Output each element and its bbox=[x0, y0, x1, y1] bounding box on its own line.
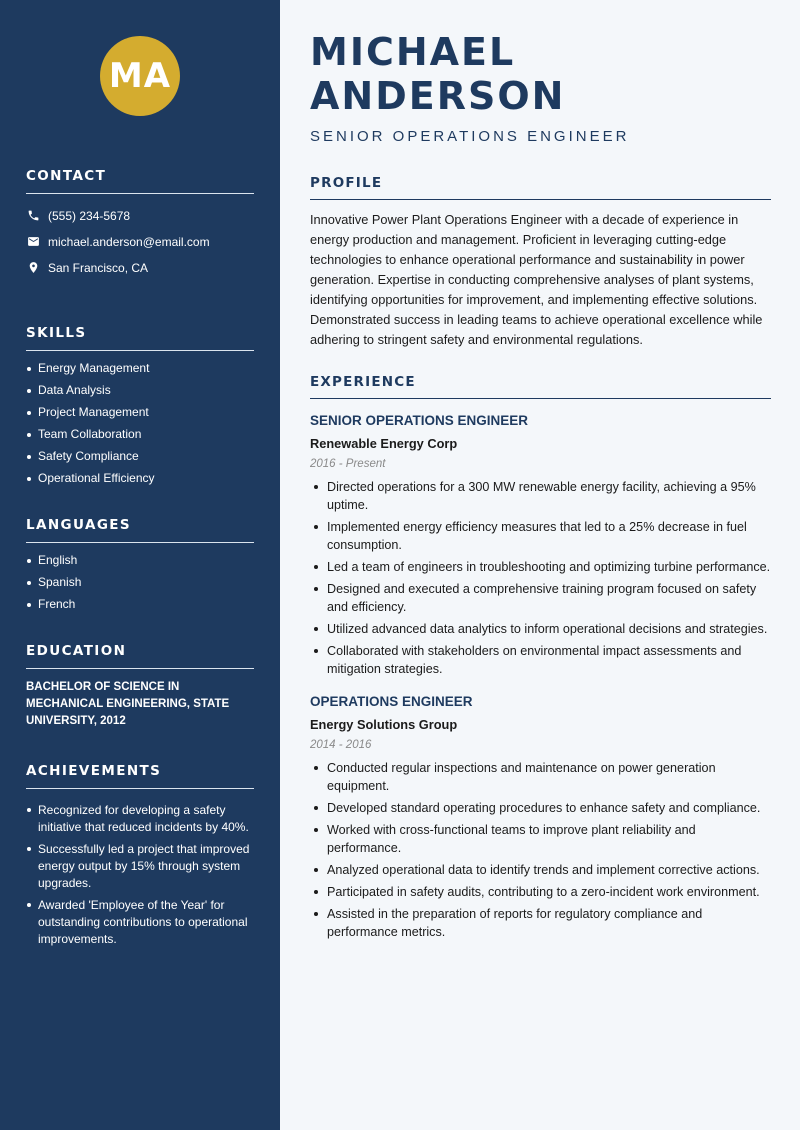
skill-item: Energy Management bbox=[26, 361, 254, 376]
phone-icon bbox=[26, 209, 40, 223]
skill-item: Team Collaboration bbox=[26, 427, 254, 442]
job-bullet: Assisted in the preparation of reports for regulatory compliance and performance metrics. bbox=[310, 905, 771, 941]
job-entry bbox=[310, 694, 771, 941]
profile-title: PROFILE bbox=[310, 175, 771, 200]
achievements-title: ACHIEVEMENTS bbox=[26, 763, 254, 789]
location-text: San Francisco, CA bbox=[48, 260, 149, 275]
achievements-list bbox=[26, 789, 254, 948]
language-item: English bbox=[26, 553, 254, 568]
profile-section bbox=[310, 175, 771, 350]
experience-title: EXPERIENCE bbox=[310, 374, 771, 399]
education-title: EDUCATION bbox=[26, 643, 254, 669]
candidate-role: SENIOR OPERATIONS ENGINEER bbox=[310, 128, 630, 145]
location-pin-icon bbox=[26, 261, 40, 275]
education-section bbox=[26, 643, 254, 730]
contact-section bbox=[26, 168, 254, 275]
job-bullet: Implemented energy efficiency measures that led to a 25% decrease in fuel consumption. bbox=[310, 518, 771, 554]
mail-icon bbox=[26, 235, 40, 249]
education-degree: BACHELOR OF SCIENCE IN MECHANICAL ENGINEERING, STATE UNIVERSITY, 2012 bbox=[26, 681, 230, 727]
language-item: French bbox=[26, 597, 254, 612]
job-company: Renewable Energy Corp bbox=[310, 436, 458, 451]
experience-section bbox=[310, 374, 771, 941]
languages-section bbox=[26, 517, 254, 612]
job-bullet: Conducted regular inspections and maintenance on power generation equipment. bbox=[310, 759, 771, 795]
skill-item: Data Analysis bbox=[26, 383, 254, 398]
job-entry bbox=[310, 413, 771, 678]
skill-item: Project Management bbox=[26, 405, 254, 420]
job-bullet: Worked with cross-functional teams to improve plant reliability and performance. bbox=[310, 821, 771, 857]
sidebar bbox=[0, 0, 280, 1130]
job-bullet: Directed operations for a 300 MW renewable energy facility, achieving a 95% uptime. bbox=[310, 478, 771, 514]
skills-section bbox=[26, 325, 254, 486]
job-bullet: Collaborated with stakeholders on environmental impact assessments and mitigation strategies. bbox=[310, 642, 771, 678]
contact-location bbox=[26, 260, 254, 275]
skill-item: Safety Compliance bbox=[26, 449, 254, 464]
phone-text[interactable]: (555) 234-5678 bbox=[48, 208, 131, 223]
job-company: Energy Solutions Group bbox=[310, 717, 458, 732]
job-bullet: Developed standard operating procedures to enhance safety and compliance. bbox=[310, 799, 771, 817]
contact-title: CONTACT bbox=[26, 168, 254, 194]
job-bullet: Led a team of engineers in troubleshooting and optimizing turbine performance. bbox=[310, 558, 771, 576]
achievement-item: Awarded 'Employee of the Year' for outstanding contributions to operational improvements. bbox=[26, 897, 254, 948]
job-bullet: Participated in safety audits, contributing to a zero-incident work environment. bbox=[310, 883, 771, 901]
language-item: Spanish bbox=[26, 575, 254, 590]
job-bullet: Utilized advanced data analytics to inform operational decisions and strategies. bbox=[310, 620, 771, 638]
skills-list bbox=[26, 351, 254, 486]
languages-title: LANGUAGES bbox=[26, 517, 254, 543]
job-bullet: Designed and executed a comprehensive training program focused on safety and efficiency. bbox=[310, 580, 771, 616]
job-title: SENIOR OPERATIONS ENGINEER bbox=[310, 413, 529, 428]
candidate-name: MICHAEL ANDERSON bbox=[310, 30, 566, 118]
profile-text: Innovative Power Plant Operations Engineer with a decade of experience in energy production and management. Proficient in leveraging cutting-edge technologies to enhance operational performance and sustainability in power generation. Expertise in conducting comprehensive analyses of plant systems, identifying opportunities for improvement, and implementing effective solutions. Demonstrated success in leading teams to achieve operational excellence while adhering to stringent safety and environmental regulations. bbox=[310, 212, 763, 347]
main-content bbox=[280, 0, 800, 1130]
skill-item: Operational Efficiency bbox=[26, 471, 254, 486]
email-text[interactable]: michael.anderson@email.com bbox=[48, 234, 210, 249]
achievement-item: Recognized for developing a safety initiative that reduced incidents by 40%. bbox=[26, 802, 254, 836]
job-bullets bbox=[310, 759, 771, 941]
achievement-item: Successfully led a project that improved energy output by 15% through system upgrades. bbox=[26, 841, 254, 892]
job-title: OPERATIONS ENGINEER bbox=[310, 694, 473, 709]
avatar: MA bbox=[100, 36, 180, 116]
languages-list bbox=[26, 543, 254, 612]
job-bullet: Analyzed operational data to identify trends and implement corrective actions. bbox=[310, 861, 771, 879]
contact-phone bbox=[26, 208, 254, 223]
job-bullets bbox=[310, 478, 771, 678]
skills-title: SKILLS bbox=[26, 325, 254, 351]
job-dates: 2014 - 2016 bbox=[310, 739, 372, 751]
achievements-section bbox=[26, 763, 254, 948]
job-dates: 2016 - Present bbox=[310, 458, 386, 470]
contact-email bbox=[26, 234, 254, 249]
